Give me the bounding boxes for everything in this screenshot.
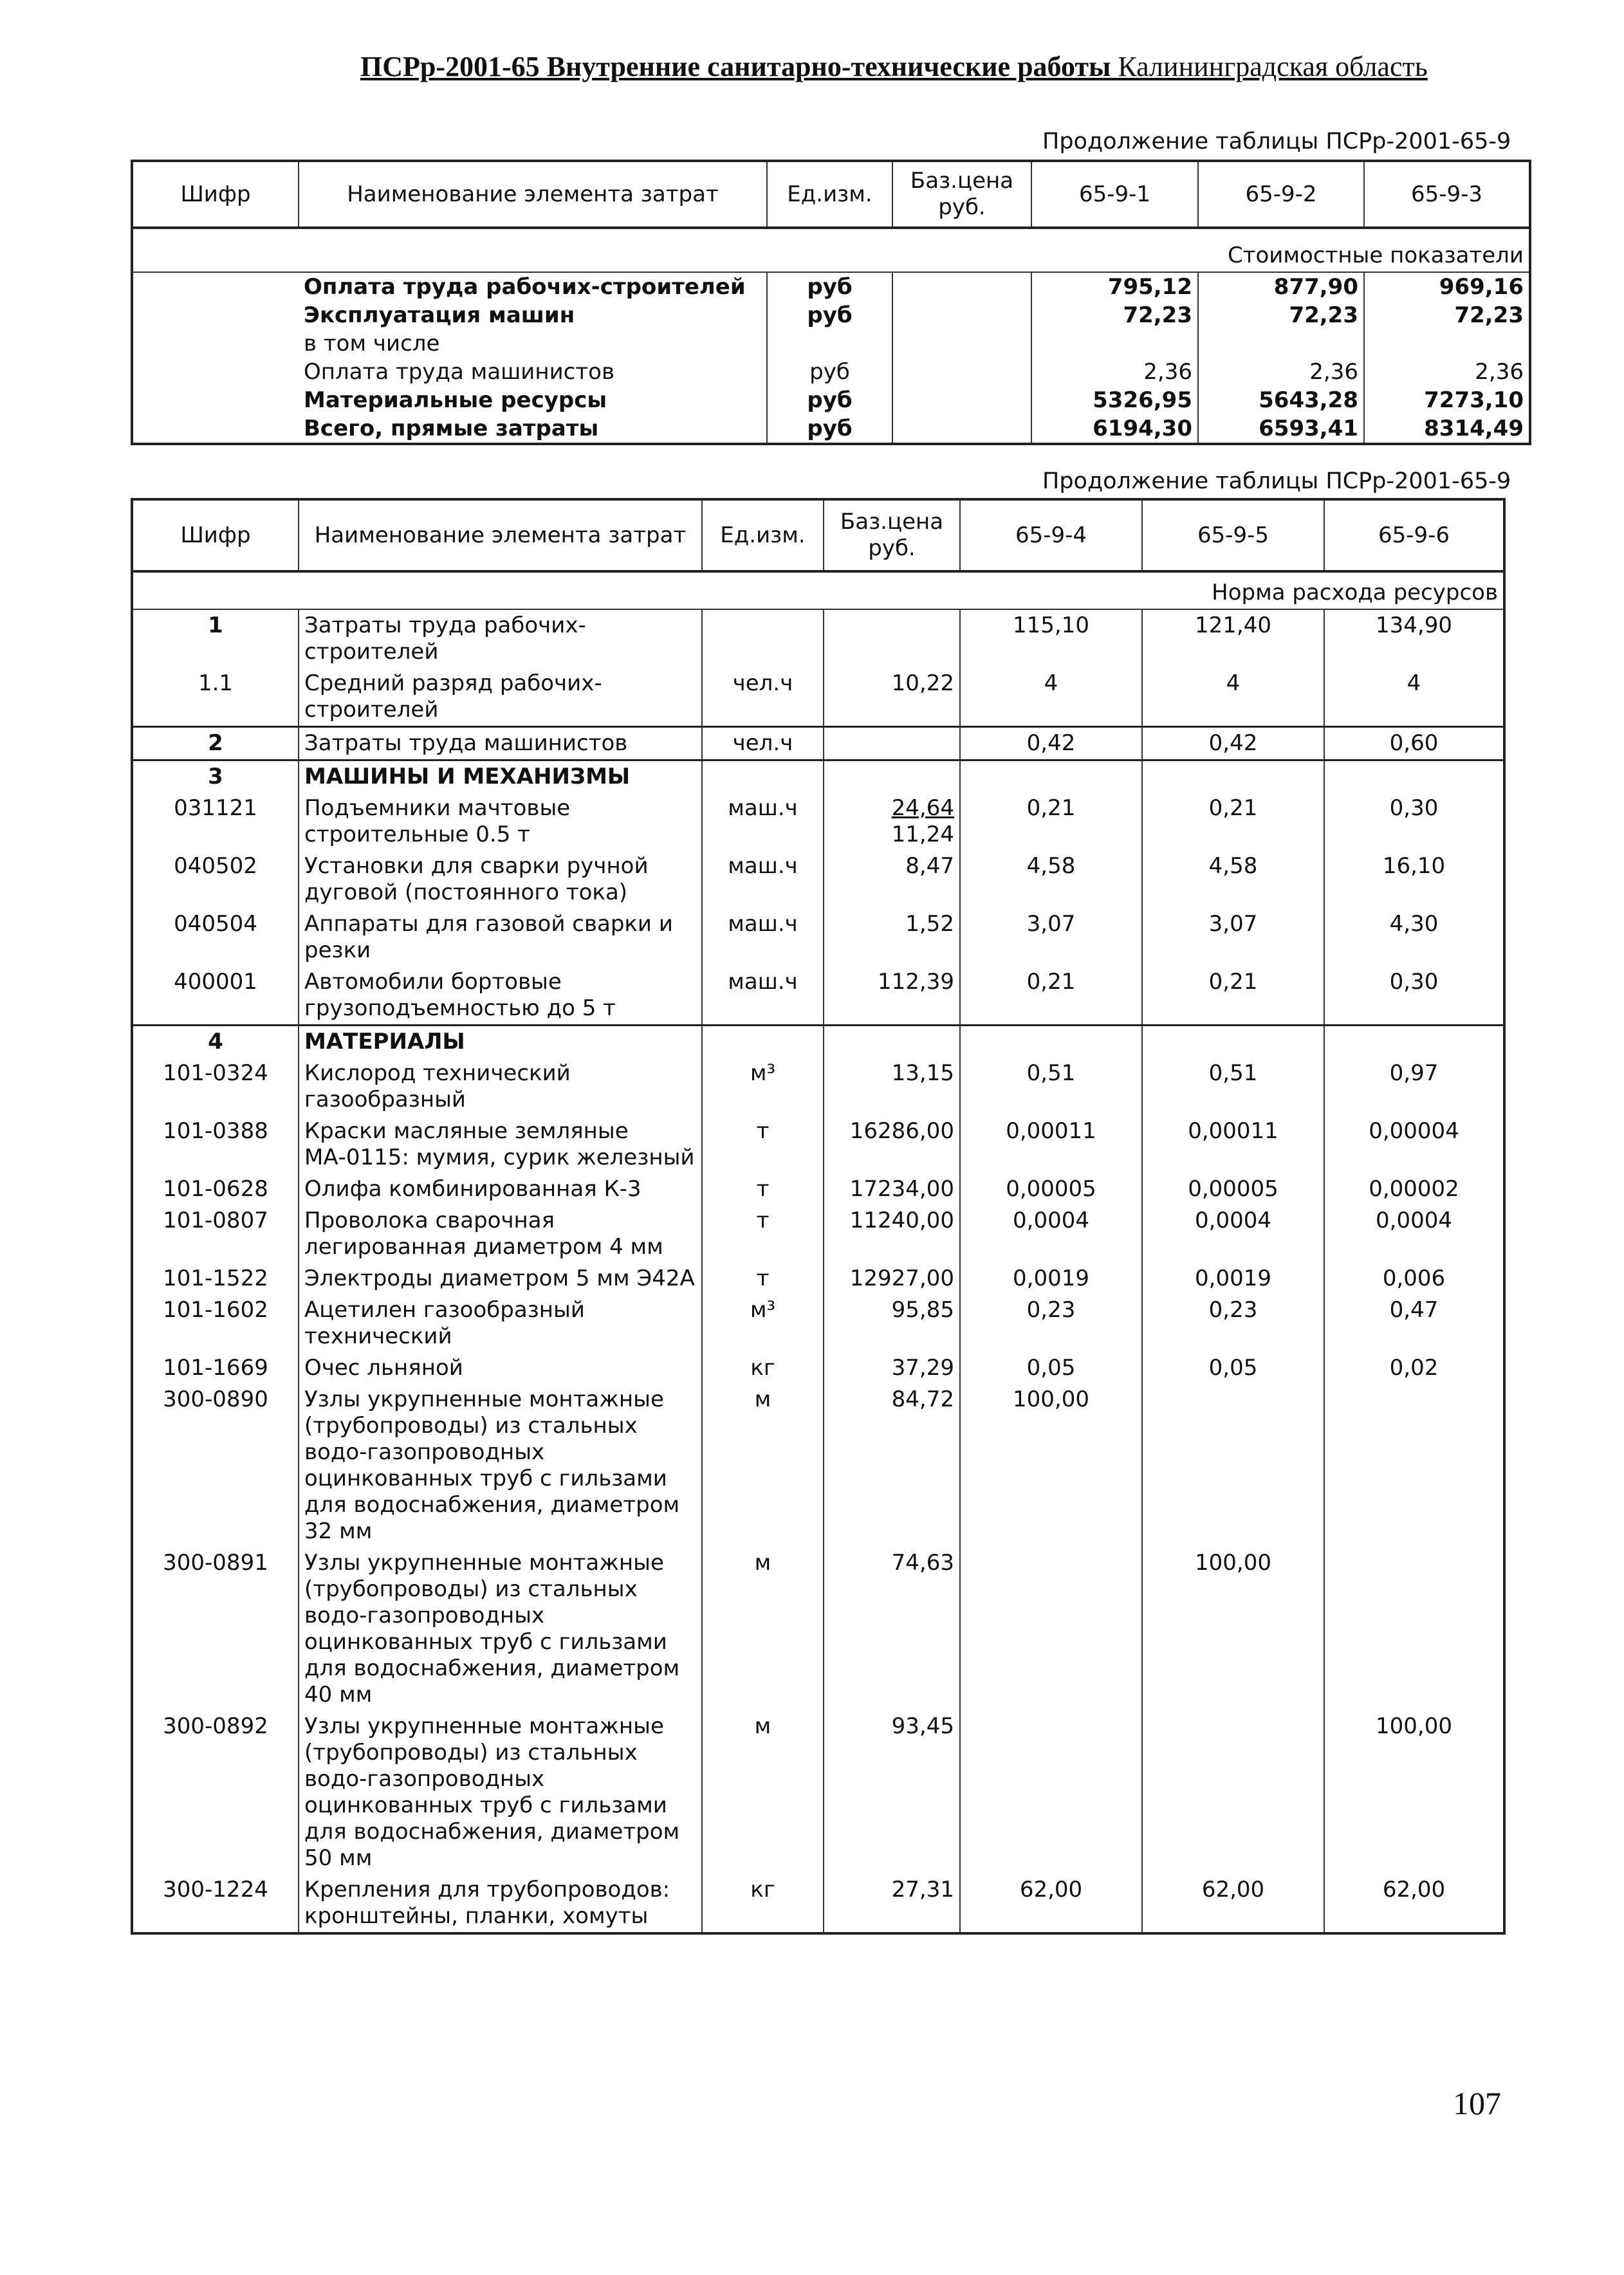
cell-name: Узлы укрупненные монтажные (трубопроводы) из стальных водо-газопроводных оцинкованных труб с гильзами для водоснабжения, диаметром 32 мм [299,1384,702,1547]
cell-price [824,793,960,851]
cell-code: 1 [132,609,299,668]
cell-code: 300-1224 [132,1874,299,1933]
table-row [132,1116,1504,1174]
subheader-label: Стоимостные показатели [132,228,1530,272]
cell-name: МАШИНЫ И МЕХАНИЗМЫ [299,760,702,793]
cell-price [892,301,1031,329]
resource-norms-table [131,498,1506,1935]
cell-code: 101-0628 [132,1174,299,1205]
table-row [132,272,1530,301]
cell-code: 1.1 [132,668,299,727]
cell-price [824,609,960,668]
cell-name: МАТЕРИАЛЫ [299,1026,702,1058]
table-row [132,1711,1504,1874]
cell-code: 300-0891 [132,1547,299,1711]
table-row [132,668,1504,727]
cell-unit: кг [702,1874,824,1933]
cell-code: 300-0890 [132,1384,299,1547]
table-row [132,386,1530,414]
subheader-row [132,228,1530,272]
cell-name: Узлы укрупненные монтажные (трубопроводы) из стальных водо-газопроводных оцинкованных труб с гильзами для водоснабжения, диаметром 50 мм [299,1711,702,1874]
cell-name: Очес льняной [299,1352,702,1384]
column-header: 65-9-2 [1198,161,1364,228]
cell-value: 16,10 [1324,851,1504,908]
column-header: 65-9-3 [1364,161,1530,228]
cell-code: 101-1602 [132,1294,299,1352]
table-row [132,1174,1504,1205]
subheader-label: Норма расхода ресурсов [132,571,1504,609]
cell-value [1031,329,1198,358]
cell-price [824,727,960,760]
page-number: 107 [1453,2085,1501,2121]
cell-value: 0,02 [1324,1352,1504,1384]
cell-code: 400001 [132,966,299,1026]
table-row [132,793,1504,851]
cell-name: Аппараты для газовой сварки и резки [299,908,702,966]
cell-value [960,1711,1142,1874]
column-header: Шифр [132,161,299,228]
subheader-row [132,571,1504,609]
cell-unit [702,1026,824,1058]
cell-value: 0,00005 [960,1174,1142,1205]
cell-value: 0,97 [1324,1058,1504,1116]
cell-code: 040504 [132,908,299,966]
cell-code: 031121 [132,793,299,851]
page-header [360,50,1428,83]
cell-name: Подъемники мачтовые строительные 0.5 т [299,793,702,851]
table-row [132,609,1504,668]
cell-unit: кг [702,1352,824,1384]
cell-code: 101-0807 [132,1205,299,1263]
table-header-row [132,499,1504,571]
cell-name: Краски масляные земляные МА-0115: мумия, сурик железный [299,1116,702,1174]
column-header: 65-9-6 [1324,499,1504,571]
cell-value [1324,1547,1504,1711]
cell-value: 4 [1142,668,1324,727]
cell-code: 101-0324 [132,1058,299,1116]
cell-value: 0,0004 [1142,1205,1324,1263]
cell-value: 121,40 [1142,609,1324,668]
cell-unit: маш.ч [702,793,824,851]
cell-code: 040502 [132,851,299,908]
cell-unit: руб [767,386,892,414]
cell-value [960,760,1142,793]
cell-price: 13,15 [824,1058,960,1116]
cell-code: 300-0892 [132,1711,299,1874]
column-header: Баз.цена руб. [892,161,1031,228]
cell-price: 112,39 [824,966,960,1026]
cell-name: Материальные ресурсы [299,386,767,414]
cell-value: 0,00005 [1142,1174,1324,1205]
cell-name: Всего, прямые затраты [299,414,767,444]
cell-price: 37,29 [824,1352,960,1384]
cell-value: 969,16 [1364,272,1530,301]
cell-value [1324,1384,1504,1547]
cell-unit: т [702,1205,824,1263]
cell-code: 101-0388 [132,1116,299,1174]
cell-price: 74,63 [824,1547,960,1711]
table-row [132,727,1504,760]
cell-unit: маш.ч [702,966,824,1026]
column-header: Наименование элемента затрат [299,499,702,571]
cell-code: 4 [132,1026,299,1058]
cell-value: 6194,30 [1031,414,1198,444]
cell-code: 101-1669 [132,1352,299,1384]
cell-value: 0,05 [960,1352,1142,1384]
cell-value: 100,00 [1324,1711,1504,1874]
cell-value: 0,006 [1324,1263,1504,1294]
cell-value [1198,329,1364,358]
cell-value [1324,760,1504,793]
header-title: ПСРр-2001-65 Внутренние санитарно-технические работы [360,51,1111,82]
cell-code [132,414,299,444]
cell-value: 3,07 [960,908,1142,966]
cell-value: 5326,95 [1031,386,1198,414]
cell-price: 84,72 [824,1384,960,1547]
cell-value [1142,1026,1324,1058]
column-header: Наименование элемента затрат [299,161,767,228]
table-row [132,1026,1504,1058]
cell-price [824,1026,960,1058]
cell-value: 0,42 [960,727,1142,760]
cell-value: 4,58 [960,851,1142,908]
cell-price: 93,45 [824,1711,960,1874]
cell-unit: маш.ч [702,908,824,966]
cell-unit: руб [767,358,892,386]
cell-price [892,272,1031,301]
cell-code [132,329,299,358]
table-row [132,329,1530,358]
cell-code: 3 [132,760,299,793]
table-row [132,760,1504,793]
cell-unit: м [702,1711,824,1874]
cell-code [132,386,299,414]
table-row [132,966,1504,1026]
cell-value: 4,30 [1324,908,1504,966]
cell-value: 795,12 [1031,272,1198,301]
cell-value: 0,30 [1324,966,1504,1026]
cell-value: 0,00011 [960,1116,1142,1174]
cell-name: Ацетилен газообразный технический [299,1294,702,1352]
table-header-row [132,161,1530,228]
cell-value: 0,0019 [960,1263,1142,1294]
cell-value: 0,42 [1142,727,1324,760]
cell-unit: руб [767,301,892,329]
column-header: 65-9-4 [960,499,1142,571]
cell-value [960,1026,1142,1058]
cell-name: в том числе [299,329,767,358]
cell-value: 4 [960,668,1142,727]
cell-value: 0,0004 [1324,1205,1504,1263]
cell-name: Олифа комбинированная К-3 [299,1174,702,1205]
cell-value: 72,23 [1364,301,1530,329]
cell-value: 6593,41 [1198,414,1364,444]
cell-value: 115,10 [960,609,1142,668]
cell-unit: т [702,1174,824,1205]
cell-value: 0,21 [1142,793,1324,851]
cell-unit: м [702,1384,824,1547]
cost-indicators-table [131,160,1531,445]
header-region: Калининградская область [1118,51,1428,82]
table-row [132,1384,1504,1547]
column-header: Ед.изм. [767,161,892,228]
cell-unit: м³ [702,1058,824,1116]
cell-value [960,1547,1142,1711]
price-primary: 24,64 [891,795,954,821]
cell-value: 2,36 [1364,358,1530,386]
cell-unit: руб [767,272,892,301]
cell-name: Оплата труда рабочих-строителей [299,272,767,301]
table-row [132,358,1530,386]
table-row [132,301,1530,329]
cell-value: 62,00 [1142,1874,1324,1933]
table-row [132,851,1504,908]
cell-name: Оплата труда машинистов [299,358,767,386]
cell-name: Проволока сварочная легированная диаметром 4 мм [299,1205,702,1263]
cell-price: 17234,00 [824,1174,960,1205]
column-header: Баз.цена руб. [824,499,960,571]
table-row [132,1263,1504,1294]
cell-value: 62,00 [1324,1874,1504,1933]
cell-value: 0,05 [1142,1352,1324,1384]
cell-value: 0,00004 [1324,1116,1504,1174]
cell-value: 0,60 [1324,727,1504,760]
cell-value: 5643,28 [1198,386,1364,414]
table-row [132,1547,1504,1711]
cell-value: 100,00 [960,1384,1142,1547]
cell-code [132,301,299,329]
cell-price: 8,47 [824,851,960,908]
cell-value: 0,30 [1324,793,1504,851]
cell-name: Затраты труда рабочих-строителей [299,609,702,668]
cell-price: 10,22 [824,668,960,727]
cell-code: 101-1522 [132,1263,299,1294]
cell-value: 7273,10 [1364,386,1530,414]
cell-name: Автомобили бортовые грузоподъемностью до 5 т [299,966,702,1026]
table2-continuation: Продолжение таблицы ПСРр-2001-65-9 [1042,468,1511,494]
cell-price [892,386,1031,414]
cell-value: 877,90 [1198,272,1364,301]
column-header: 65-9-1 [1031,161,1198,228]
cell-price: 27,31 [824,1874,960,1933]
cell-unit: м [702,1547,824,1711]
table-row [132,1058,1504,1116]
cell-unit [702,609,824,668]
cell-value [1142,1384,1324,1547]
cell-code [132,272,299,301]
cell-unit [767,329,892,358]
table-row [132,1874,1504,1933]
cell-value: 62,00 [960,1874,1142,1933]
cell-price: 1,52 [824,908,960,966]
cell-name: Затраты труда машинистов [299,727,702,760]
cell-value [1142,1711,1324,1874]
cell-value [1324,1026,1504,1058]
table-row [132,414,1530,444]
table-row [132,1352,1504,1384]
cell-value: 0,47 [1324,1294,1504,1352]
cell-value: 0,21 [960,793,1142,851]
cell-price: 95,85 [824,1294,960,1352]
price-secondary: 11,24 [891,822,954,847]
cell-price [892,358,1031,386]
cell-value: 2,36 [1198,358,1364,386]
cell-value: 0,23 [1142,1294,1324,1352]
table-row [132,908,1504,966]
table-row [132,1294,1504,1352]
cell-unit: руб [767,414,892,444]
cell-price: 11240,00 [824,1205,960,1263]
cell-value: 72,23 [1031,301,1198,329]
cell-price [892,414,1031,444]
cell-value [1364,329,1530,358]
cell-value: 0,21 [960,966,1142,1026]
cell-value: 0,51 [960,1058,1142,1116]
cell-value: 4 [1324,668,1504,727]
table-row [132,1205,1504,1263]
cell-value: 0,51 [1142,1058,1324,1116]
column-header: 65-9-5 [1142,499,1324,571]
cell-value: 0,23 [960,1294,1142,1352]
cell-name: Эксплуатация машин [299,301,767,329]
cell-unit: т [702,1263,824,1294]
cell-name: Крепления для трубопроводов: кронштейны, планки, хомуты [299,1874,702,1933]
cell-name: Узлы укрупненные монтажные (трубопроводы) из стальных водо-газопроводных оцинкованных труб с гильзами для водоснабжения, диаметром 40 мм [299,1547,702,1711]
cell-unit: т [702,1116,824,1174]
cell-code [132,358,299,386]
cell-unit: чел.ч [702,668,824,727]
column-header: Шифр [132,499,299,571]
cell-value: 2,36 [1031,358,1198,386]
cell-unit: маш.ч [702,851,824,908]
cell-name: Кислород технический газообразный [299,1058,702,1116]
cell-value: 134,90 [1324,609,1504,668]
cell-value: 3,07 [1142,908,1324,966]
cell-unit: чел.ч [702,727,824,760]
cell-value: 8314,49 [1364,414,1530,444]
cell-value: 0,0019 [1142,1263,1324,1294]
cell-value: 0,00002 [1324,1174,1504,1205]
cell-value: 72,23 [1198,301,1364,329]
cell-value: 0,0004 [960,1205,1142,1263]
cell-value: 0,21 [1142,966,1324,1026]
cell-price [892,329,1031,358]
cell-value: 4,58 [1142,851,1324,908]
cell-value [1142,760,1324,793]
table1-continuation: Продолжение таблицы ПСРр-2001-65-9 [1042,129,1511,154]
cell-price: 12927,00 [824,1263,960,1294]
cell-value: 0,00011 [1142,1116,1324,1174]
cell-code: 2 [132,727,299,760]
cell-name: Установки для сварки ручной дуговой (постоянного тока) [299,851,702,908]
cell-price: 16286,00 [824,1116,960,1174]
cell-price [824,760,960,793]
cell-name: Средний разряд рабочих-строителей [299,668,702,727]
cell-value: 100,00 [1142,1547,1324,1711]
cell-unit [702,760,824,793]
column-header: Ед.изм. [702,499,824,571]
cell-name: Электроды диаметром 5 мм Э42А [299,1263,702,1294]
cell-unit: м³ [702,1294,824,1352]
